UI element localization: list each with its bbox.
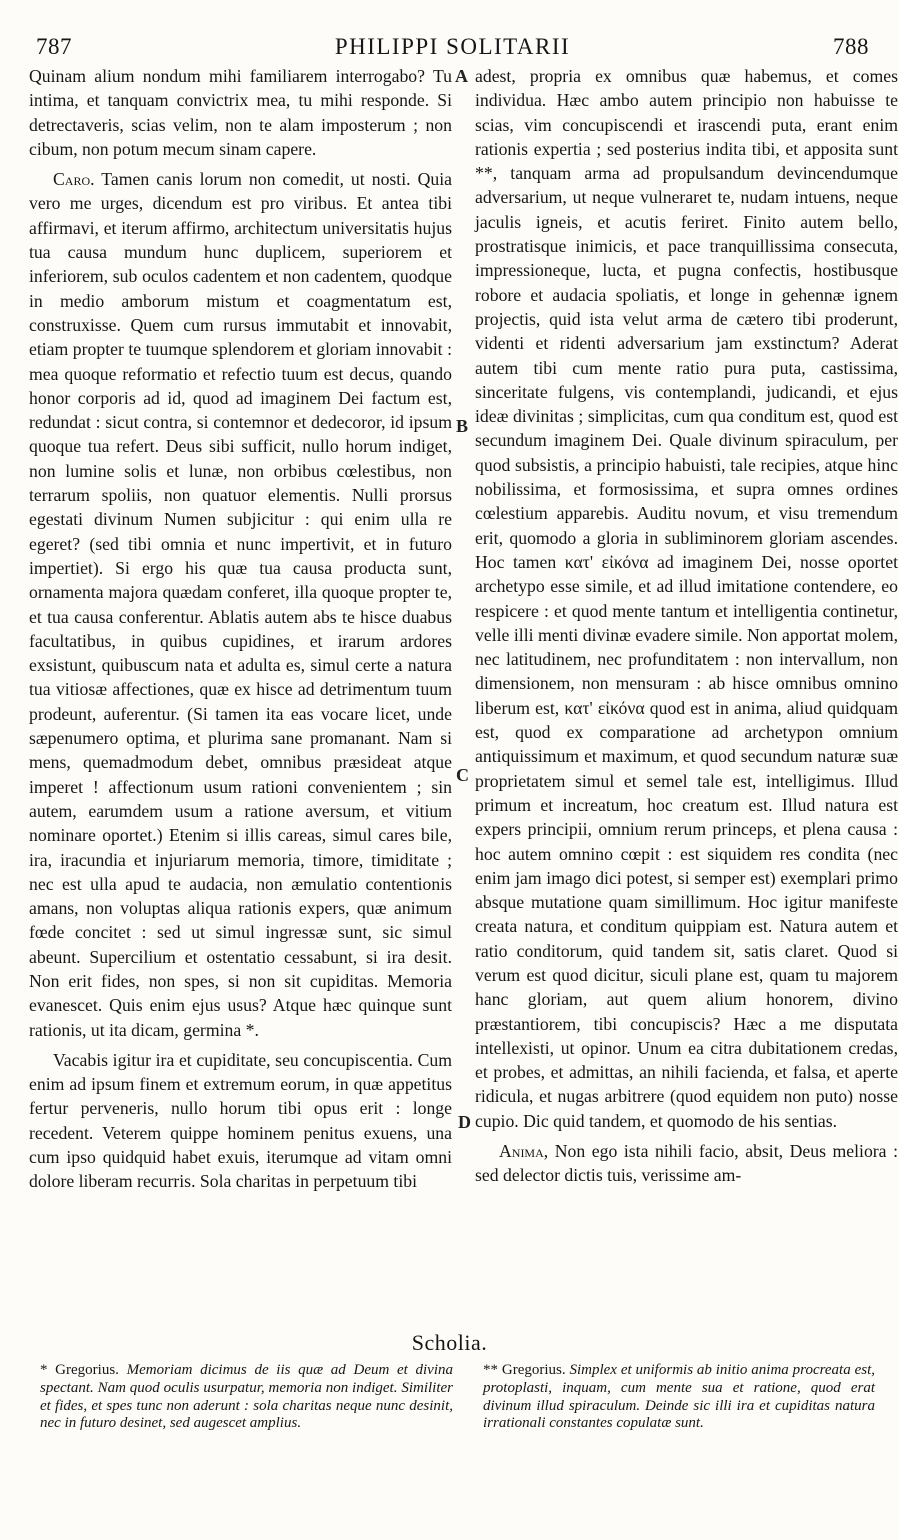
left-paragraph-2-text: Tamen canis lorum non comedit, ut nosti. Quia vero me urges, dicendum est pro viribus. Et antea tibi affirmavi, et iterum affirmo, architectum universitatis hujus tua causa mundum hunc duplicem, superiorem et inferiorem, sub oculos cadentem et non cadentem, quodque in medio amborum mistum et coagmentatum est, construxisse. Quem cum rursus immutabit et innovabit, etiam propter te tuumque splendorem et gloriam innovabit : mea quoque reformatio et refectio tuum est decus, quando honor corporis ad id, quod ad imaginem Dei factum est, redundat : sicut contra, si contemnor et dedecoror, id ipsum quoque tua refert. Deus sibi sufficit, nullo horum indiget, non lumine solis et lunæ, non orbibus cœlestibus, non terrarum spoliis, non quatuor elementis. Nulli prorsus egestati divinum Numen subjicitur : qui enim ulla re egeret? (sed tibi omnia et nunc impertivit, et in futuro impertiet). Si ergo his quæ tua causa producta sunt, ornamenta majora quædam conferet, illa quoque propter te, et tua causa conferentur. Ablatis autem abs te hisce duabus facultatibus, in quibus cupidines, et irarum ardores exsistunt, quibuscum nata et adulta es, simul certe a natura tua vitiosæ affectiones, quæ ex hisce ad detrimentum tuum prodeunt, auferentur. (Si tamen ita eas vocare licet, unde sæpenumero optima, et plurima sane promanant. Nam si mens, quemadmodum debet, omnibus præsideat atque imperet ! affectionum usum rationi convenientem ; sin autem, earumdem usum a ratione aversum, et vitium nominare oportet.) Etenim si illis careas, simul cares bile, ira, iracundia et injuriarum memoria, timore, timiditate ; nec est ulla apud te audacia, non æmulatio contentionis amans, non voluptas aliqua rationis expers, quæ animum fœde concitet : sed ut simul ingressæ sunt, sic simul abeunt. Supercilium et ostentatio cessabunt, si ira desit. Non erit fides, non spes, si non sit cupiditas. Memoria evanescet. Quis enim ejus usus? Atque hæc quinque sunt rationis, ut ita dicam, germina *. xyxy=(29,169,452,1040)
left-paragraph-1: Quinam alium nondum mihi familiarem interrogabo? Tu intima, et tanquam convictrix mea, tu mihi responde. Si detrectaveris, scias velim, non te alam imposterum ; non cibum, non potum mecum sinam capere. xyxy=(29,66,452,159)
margin-letter-b: B xyxy=(456,416,469,436)
scholia-heading: Scholia. xyxy=(411,1330,488,1355)
note-2-text: Simplex et uniformis ab initio anima procreata est, protoplasti, inquam, cum mente sua et ratione, quod erat divinum illud spiraculum. Deinde sic illi ira et cupiditas natura irrationali constantes copulatæ sunt. xyxy=(483,1362,875,1432)
page-number-left: 787 xyxy=(36,34,72,59)
speaker-label-caro: Caro. xyxy=(53,169,95,190)
note-1-text: Memoriam dicimus de iis quæ ad Deum et divina spectant. Nam quod oculis usurpatur, memoria non indiget. Similiter et fides, et spes tunc non aderunt : sola charitas neque nunc desinit, nec in futuro desinet, sed augescet amplius. xyxy=(40,1362,453,1432)
scholia-note-1 xyxy=(40,1362,453,1433)
page-number-right: 788 xyxy=(833,34,869,59)
note-1-marker: * Gregorius. xyxy=(40,1362,119,1378)
speaker-label-anima: Anima, xyxy=(499,1141,549,1162)
right-paragraph-2 xyxy=(475,1139,898,1188)
right-paragraph-1: adest, propria ex omnibus quæ habemus, et comes individua. Hæc ambo autem principio non habuisse te scias, vim concupiscendi et irascendi puta, erant enim rationis expertia ; sed posterius indita tibi, et apposita sunt **, tanquam arma ad propulsandum devincendumque adversarium, ut neque vulneraret te, nudam intuens, neque jaculis igneis, et acutis feriret. Finito autem bello, prostratisque inimicis, et pace tranquillissima consecuta, impressioneque, lucta, et pugna confectis, hostibusque robore et audacia spoliatis, et longe in gehennæ ignem projectis, quid ista velut arma de cætero tibi proderunt, videnti et ridenti adversarium jam exstinctum? Aderat autem tibi cum mente ratio pura puta, castissima, sinceritate fulgens, vis contemplandi, judicandi, et ejus ideæ divinitas ; simplicitas, cum qua conditum est, quod est secundum imaginem Dei. Quale divinum spiraculum, per quod subsistis, a principio habuisti, tale recipies, atque hinc nobilissima, et formosissima, et supra omnes ordines cœlestium apparebis. Auditu novum, et visu tremendum erit, quomodo a gloria in subliminorem gloriam ascendes. Hoc tamen κατ' εἰκόνα ad imaginem Dei, nosse oportet archetypo esse simile, et ad illud imitatione contendere, eo respicere : et quod mente tantum et intelligentia continetur, velle illi menti divinæ evadere simile. Non apportat molem, nec latitudinem, nec profunditatem : non intervallum, non dimensionem, non mensuram : ab hisce omnibus omnino liberum est, κατ' εἰκόνα quod est in anima, aliud quidquam est, quod ex comparatione ad archetypon omnium antiquissimum et maximum, et quod secundum naturæ suæ proprietatem simul et semel tale est, intelligimus. Illud primum et increatum, hoc creatum est. Illud natura est expers principii, omnium rerum princeps, et plena causa : hoc autem omnino cœpit : est siquidem res condita (nec enim jam imago dici potest, si semper est) exemplari primo absque mutatione quam simillimum. Hoc igitur manifeste creata natura, et conditum quippiam est. Natura autem et ratio conditorum, quid tandem sit, satis claret. Quod si verum est quod dicitur, siculi plane est, quam tu majorem hanc gloriam, aut quem alium honorem, divino præstantiorem, tibi concupiscis? Hæc a me disputata intellexisti, ut opinor. Unum ea citra dubitationem credas, et probes, et admittas, an nihili facienda, et falsa, et aperte ridicula, et nugas arbitrere (quod equidem non puto) nosse cupio. Dic quid tandem, et quomodo de his sentias. xyxy=(475,66,898,1131)
left-text-column xyxy=(29,64,452,1194)
margin-letter-c: C xyxy=(456,765,469,785)
scholia-note-2 xyxy=(483,1362,875,1433)
page-header xyxy=(36,34,869,64)
note-2-marker: ** Gregorius. xyxy=(483,1362,566,1378)
running-title: PHILIPPI SOLITARII xyxy=(334,34,571,59)
right-text-column xyxy=(475,64,898,1188)
right-paragraph-2-text: Non ego ista nihili facio, absit, Deus meliora : sed delector dictis tuis, verissime am- xyxy=(475,1141,898,1186)
margin-letter-d: D xyxy=(458,1112,471,1132)
left-paragraph-2 xyxy=(29,167,452,1042)
margin-letter-a: A xyxy=(455,66,468,86)
left-paragraph-3: Vacabis igitur ira et cupiditate, seu concupiscentia. Cum enim ad ipsum finem et extremum eorum, in quæ appetitus fertur perveneris, nullo horum tibi opus erit : longe recedent. Veterem quippe hominem penitus exuens, una cum ipso quidquid habet exuis, iterumque ad vitam omni dolore liberam recurris. Sola charitas in perpetuum tibi xyxy=(29,1049,452,1192)
